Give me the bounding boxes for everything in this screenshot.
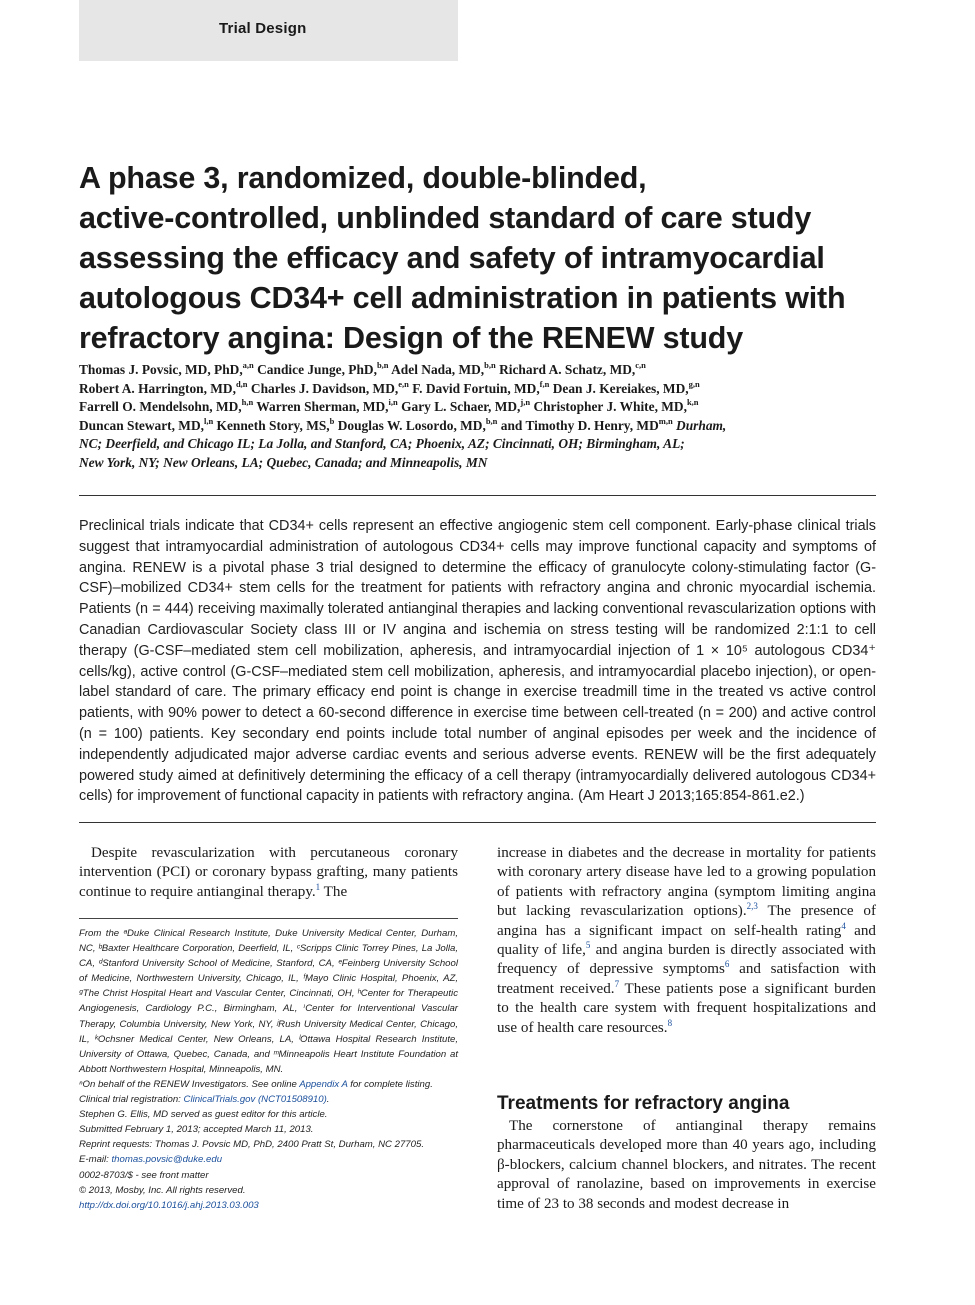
author-affiliation: f,n [539, 378, 550, 389]
title-line: A phase 3, randomized, double-blinded, [79, 161, 647, 195]
author-locations: NC; Deerfield, and Chicago IL; La Jolla, and Stanford, CA; Phoenix, AZ; Cincinnati, OH; Birmingham, AL; [79, 436, 685, 451]
reference-link[interactable]: 2,3 [746, 901, 758, 912]
author-affiliation: b,n [485, 415, 498, 426]
investigators-footnote [79, 1077, 458, 1092]
author-name: Gary L. Schaer, MD, [401, 399, 521, 414]
intro-text: increase in diabetes and the decrease in mortality for patients with coronary artery disease have led to a growing population of patients with refractory angina (symptom limiting angina but lacking revascularization options). [497, 845, 876, 920]
intro-text: These patients pose a significant burden to the health care system with frequent hospitalizations and use of health care resources. [497, 980, 876, 1036]
author-list [79, 361, 879, 472]
footnote-rule [79, 918, 458, 919]
author-affiliation: h,n [241, 397, 254, 407]
author-name: F. David Fortuin, MD, [412, 380, 540, 396]
author-name: Thomas J. Povsic, MD, PhD, [79, 362, 243, 377]
issn-footnote: 0002-8703/$ - see front matter [79, 1169, 209, 1181]
abstract-bottom-rule [79, 822, 876, 823]
author-locations: New York, NY; New Orleans, LA; Quebec, Canada; and Minneapolis, MN [79, 454, 488, 470]
author-name: Richard A. Schatz, MD, [499, 362, 636, 377]
nct-link[interactable]: (NCT01508910) [257, 1094, 327, 1106]
author-affiliation: b,n [376, 360, 389, 370]
author-line [79, 417, 879, 436]
author-affiliation: m,n [658, 415, 673, 426]
footnote-text: ⁿOn behalf of the RENEW Investigators. See online [79, 1078, 300, 1090]
author-name: Douglas W. Losordo, MD, [337, 417, 486, 433]
author-affiliation: b,n [484, 360, 496, 370]
title-line: assessing the efficacy and safety of intramyocardial [79, 241, 825, 275]
author-name: Warren Sherman, MD, [256, 399, 389, 414]
author-name: Dean J. Kereiakes, MD, [552, 380, 689, 396]
author-name: Christopher J. White, MD, [533, 399, 687, 414]
treatments-paragraph: The cornerstone of antianginal therapy remains pharmaceuticals developed more than 40 years ago, including β-blockers, calcium channel blockers, and nitrates. The recent approval of ranolazine, based on improvements in exercise time of 23 to 38 seconds and modest decrease in [497, 1118, 876, 1212]
footnotes [79, 926, 458, 1213]
footnote-text: for complete listing. [347, 1078, 433, 1090]
author-affiliation: i,n [388, 397, 398, 407]
author-name: Kenneth Story, MS, [216, 417, 330, 433]
author-affiliation: a,n [242, 360, 254, 370]
author-affiliation: d,n [235, 378, 248, 389]
copyright-footnote: © 2013, Mosby, Inc. All rights reserved. [79, 1184, 246, 1196]
author-affiliation: e,n [398, 378, 409, 389]
section-label: Trial Design [219, 20, 307, 37]
doi-link[interactable]: http://dx.doi.org/10.1016/j.ahj.2013.03.003 [79, 1199, 259, 1211]
author-locations: Durham, [676, 417, 727, 433]
email-footnote [79, 1152, 458, 1167]
author-name: Farrell O. Mendelsohn, MD, [79, 399, 242, 414]
reference-link[interactable]: 7 [614, 978, 620, 989]
intro-text: and satisfaction with treatment received. [497, 961, 876, 997]
intro-text: Despite revascularization with percutaneous coronary intervention (PCI) or coronary bypass grafting, many patients continue to require antianginal therapy. [79, 845, 458, 900]
author-line [79, 380, 879, 399]
author-name: Robert A. Harrington, MD, [79, 380, 236, 396]
reference-link[interactable]: 5 [585, 940, 591, 951]
email-label: E-mail: [79, 1154, 112, 1166]
appendix-link[interactable]: Appendix A [299, 1078, 348, 1090]
intro-paragraph-right [497, 844, 876, 1038]
section-heading: Treatments for refractory angina [497, 1093, 790, 1114]
abstract-top-rule [79, 495, 876, 496]
author-name: Duncan Stewart, MD, [79, 417, 204, 433]
clinicaltrials-link[interactable]: ClinicalTrials.gov [183, 1094, 256, 1106]
abstract: Preclinical trials indicate that CD34+ cells represent an effective angiogenic stem cell component. Early-phase clinical trials suggest that intramyocardial administration of autologous CD34+ cells may improve functional capacity and symptoms of angina. RENEW is a pivotal phase 3 trial designed to determine the efficacy of granulocyte colony-stimulating factor (G-CSF)–mobilized CD34+ stem cells for the treatment for patients with refractory angina and chronic myocardial ischemia. Patients (n = 444) receiving maximally tolerated antianginal therapies and lacking conventional revascularization options with Canadian Cardiovascular Society class III or IV angina and ischemia on stress testing will be randomized 2:1:1 to cell therapy (G-CSF–mediated stem cell mobilization, apheresis, and intramyocardial injection of 1 × 10⁵ autologous CD34⁺ cells/kg), active control (G-CSF–mediated stem cell mobilization, apheresis, and intramyocardial placebo injection), or open-label standard of care. The primary efficacy end point is change in exercise treadmill time in the treated vs active control patients, with 90% power to detect a 60-second difference in exercise time between cell-treated (n = 200) and active control (n = 100) patients. Key secondary end points include total number of anginal episodes per week and the incidence of independently adjudicated major adverse cardiac events and serious adverse events. RENEW will be the first adequately powered study aimed at definitively determining the efficacy of a cell therapy (intramyocardially delivered autologous CD34+ cells) for improvement of functional capacity in patients with refractory angina. (Am Heart J 2013;165:854-861.e2.) [79, 518, 876, 805]
intro-text: The presence of angina has a significant impact on self-health rating [497, 903, 876, 939]
intro-paragraph-left [79, 844, 458, 902]
intro-text: The [320, 883, 348, 900]
article-title [79, 158, 879, 358]
author-affiliation: c,n [635, 360, 646, 370]
title-line: active-controlled, unblinded standard of care study [79, 201, 812, 235]
footnote-text: Clinical trial registration: [79, 1094, 184, 1106]
reference-link[interactable]: 8 [667, 1017, 673, 1028]
intro-text: and angina burden is directly associated with frequency of depressive symptoms [497, 942, 876, 978]
author-name: Charles J. Davidson, MD, [250, 380, 399, 396]
author-name: Candice Junge, PhD, [257, 362, 377, 377]
author-affiliation: k,n [686, 397, 699, 407]
guest-editor-footnote: Stephen G. Ellis, MD served as guest editor for this article. [79, 1109, 328, 1121]
author-affiliation: g,n [688, 378, 700, 389]
email-link[interactable]: thomas.povsic@duke.edu [111, 1154, 223, 1166]
title-line: autologous CD34+ cell administration in patients with [79, 281, 846, 315]
registration-footnote [79, 1092, 458, 1107]
author-affiliation: b [329, 415, 335, 426]
reference-link[interactable]: 1 [315, 881, 321, 892]
affiliations-footnote: From the ᵃDuke Clinical Research Institute, Duke University Medical Center, Durham, NC, ᵇBaxter Healthcare Corporation, Deerfield, IL, ᶜScripps Clinic Torrey Pines, La Jolla, CA, ᵈStanford University School of Medicine, Stanford, CA, ᵉFeinberg University School of Medicine, Northwestern University, Chicago, IL, ᶠMayo Clinic Hospital, Phoenix, AZ, ᵍThe Christ Hospital Heart and Vascular Center, Cincinnati, OH, ʰCenter for Therapeutic Angiogenesis, Cardiology P.C., Birmingham, AL, ⁱCenter for Interventional Vascular Therapy, Columbia University, New York, NY, ʲRush University Medical Center, Chicago, IL, ᵏOchsner Medical Center, New Orleans, LA, ˡOttawa Hospital Research Institute, University of Ottawa, Quebec, Canada, and ᵐMinneapolis Heart Institute Foundation at Abbott Northwestern Hospital, Minneapolis, MN. [79, 928, 458, 1075]
author-name: and Timothy D. Henry, MD [500, 417, 659, 433]
reprints-footnote: Reprint requests: Thomas J. Povsic MD, PhD, 2400 Pratt St, Durham, NC 27705. [79, 1139, 424, 1151]
author-affiliation: l,n [203, 415, 214, 426]
author-affiliation: j,n [520, 397, 531, 407]
reference-link[interactable]: 4 [841, 920, 846, 931]
author-line [79, 361, 879, 380]
author-line [79, 398, 879, 417]
author-name: Adel Nada, MD, [391, 362, 485, 377]
intro-text: and quality of life, [497, 922, 876, 959]
footnote-text: . [326, 1094, 330, 1106]
section-label-tab [79, 0, 458, 61]
submitted-footnote: Submitted February 1, 2013; accepted March 11, 2013. [79, 1124, 314, 1136]
reference-link[interactable]: 6 [724, 959, 730, 970]
title-line: refractory angina: Design of the RENEW study [79, 321, 743, 355]
